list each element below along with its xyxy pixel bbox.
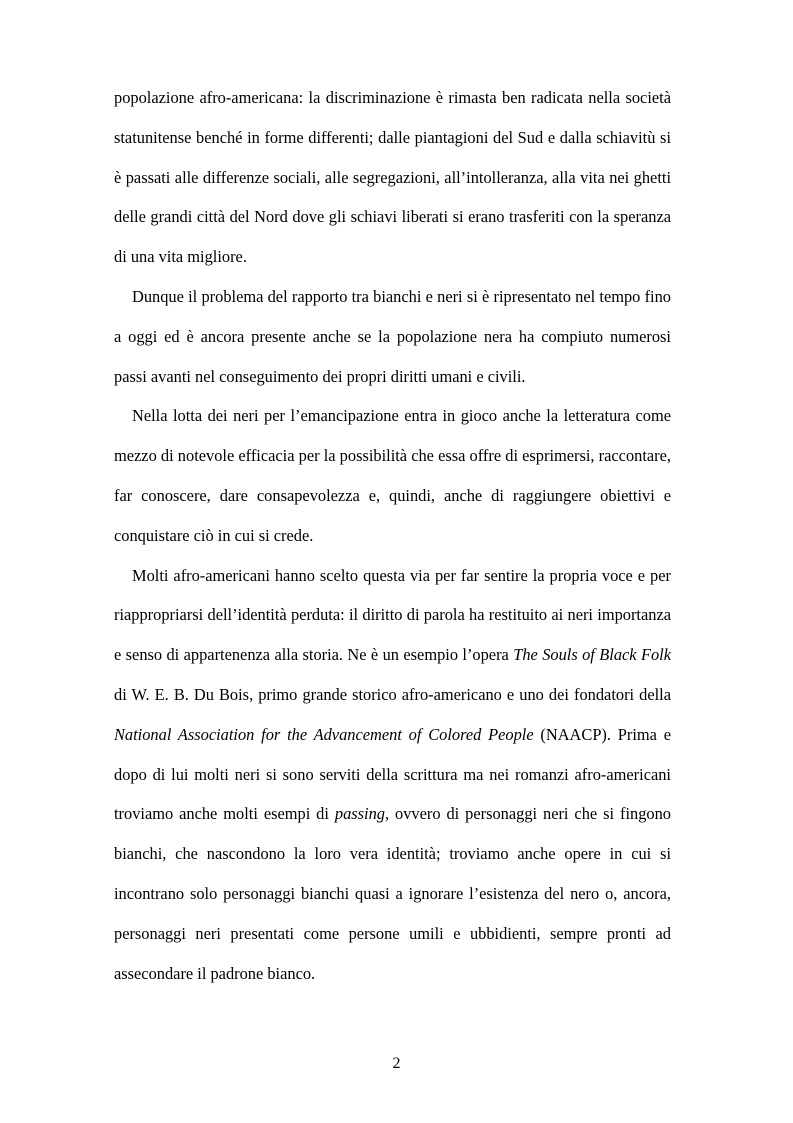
term-passing: passing [334,804,385,824]
paragraph-1 [114,78,671,277]
text-segment: (NAACP). Prima e dopo di lui molti neri si sono serviti della scrittura ma nei romanzi afro-americani troviamo anche molti esempi di [114,724,671,824]
text-segment: Molti afro-americani hanno scelto questa via per far sentire la propria voce e per riappropriarsi dell’identità perduta: il diritto di parola ha restituito ai neri importanza e senso di appartenenza alla storia. Ne è un esempio l’opera [114,565,671,665]
paragraph-4 [114,556,671,994]
book-title-souls-of-black-folk: The Souls of Black Folk [513,645,671,665]
organization-name-naacp: National Association for the Advancement of Colored People [114,724,534,744]
paragraph-2 [114,277,671,396]
text-segment: , ovvero di personaggi neri che si fingono bianchi, che nascondono la loro vera identità; troviamo anche opere in cui si incontrano solo personaggi bianchi quasi a ignorare l’esistenza del nero o, ancora, personaggi neri presentati come persone umili e ubbidienti, sempre pronti ad assecondare il padrone bianco. [114,804,671,983]
paragraph-3 [114,396,671,555]
text-segment: di W. E. B. Du Bois, primo grande storico afro-americano e uno dei fondatori della [114,684,671,704]
text-segment: popolazione afro-americana: la discriminazione è rimasta ben radicata nella società statunitense benché in forme differenti; dalle piantagioni del Sud e dalla schiavitù si è passati alle differenze sociali, alle segregazioni, all’intolleranza, alla vita nei ghetti delle grandi città del Nord dove gli schiavi liberati si erano trasferiti con la speranza di una vita migliore. [114,88,671,267]
page-number: 2 [392,1055,401,1072]
text-segment: Nella lotta dei neri per l’emancipazione entra in gioco anche la letteratura come mezzo di notevole efficacia per la possibilità che essa offre di esprimersi, raccontare, far conoscere, dare consapevolezza e, quindi, anche di raggiungere obiettivi e conquistare ciò in cui si crede. [114,406,671,545]
text-segment: Dunque il problema del rapporto tra bianchi e neri si è ripresentato nel tempo fino a oggi ed è ancora presente anche se la popolazione nera ha compiuto numerosi passi avanti nel conseguimento dei propri diritti umani e civili. [114,286,671,386]
body-text [114,78,671,993]
